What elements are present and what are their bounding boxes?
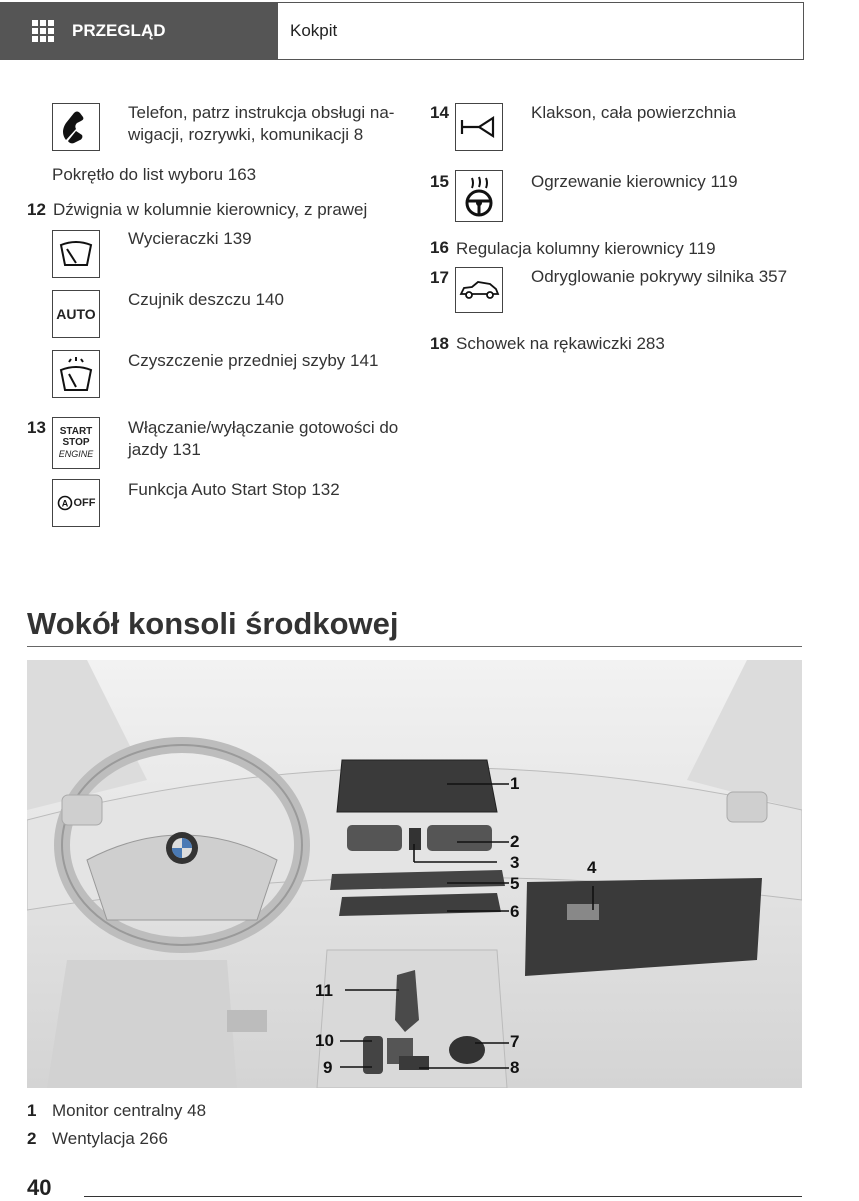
selector-text: Pokrętło do list wyboru 163 <box>52 165 257 184</box>
item-number-15: 15 <box>430 172 449 191</box>
auto-rain-icon <box>52 290 100 338</box>
steering-heat-icon <box>455 170 503 222</box>
center-console-illustration <box>27 660 802 1088</box>
horn-text: Klakson, cała powierzchnia <box>531 103 737 122</box>
lever-text: Dźwignia w kolumnie kierownicy, z prawej <box>53 200 368 219</box>
footer-divider <box>84 1196 802 1197</box>
hood-release-text: Odryglowanie pokrywy silnika 357 <box>531 267 788 286</box>
steering-heat-text: Ogrzewanie kierownicy 119 <box>531 172 738 191</box>
auto-start-stop-text: Funkcja Auto Start Stop 132 <box>128 480 340 499</box>
callout-11: 11 <box>315 981 333 1000</box>
callout-10: 10 <box>315 1031 334 1050</box>
item-number-12: 12 <box>27 200 46 219</box>
washer-icon <box>52 350 100 398</box>
phone-icon <box>52 103 100 151</box>
rain-sensor-text: Czujnik deszczu 140 <box>128 290 284 309</box>
auto-icon-label: AUTO <box>56 306 96 322</box>
section-label: PRZEGLĄD <box>72 21 166 40</box>
wiper-icon <box>52 230 100 278</box>
list-item-text: Wentylacja 266 <box>52 1129 168 1148</box>
column-adjust-text: Regulacja kolumny kierownicy 119 <box>456 239 716 258</box>
callout-8: 8 <box>510 1058 520 1077</box>
list-item-text: Monitor centralny 48 <box>52 1101 207 1120</box>
phone-text: Telefon, patrz instrukcja obsługi na- wigacji, rozrywki, komunikacji 8 <box>128 103 395 144</box>
section-tab[interactable] <box>0 2 277 60</box>
readiness-text: Włączanie/wyłączanie gotowości do jazdy 131 <box>128 418 399 459</box>
svg-text:A: A <box>61 498 68 509</box>
callout-9: 9 <box>323 1058 333 1077</box>
item-number-13: 13 <box>27 418 46 437</box>
page-title: Kokpit <box>290 21 338 40</box>
glovebox-text: Schowek na rękawiczki 283 <box>456 334 665 353</box>
callout-5: 5 <box>510 874 520 893</box>
callout-1: 1 <box>510 774 520 793</box>
item-number-14: 14 <box>430 103 449 122</box>
list-item-number: 1 <box>27 1101 37 1120</box>
callout-2: 2 <box>510 832 520 851</box>
start-stop-icon: START STOP ENGINE <box>52 417 100 469</box>
item-number-17: 17 <box>430 268 449 287</box>
callout-7: 7 <box>510 1032 520 1051</box>
page-title-box <box>277 2 804 60</box>
hood-release-icon <box>455 267 503 313</box>
list-item-number: 2 <box>27 1129 37 1148</box>
section-title: Wokół konsoli środkowej <box>27 606 399 641</box>
auto-start-stop-icon <box>52 479 100 527</box>
page-number: 40 <box>27 1175 52 1200</box>
section-divider <box>27 646 802 647</box>
item-number-18: 18 <box>430 334 449 353</box>
callout-6: 6 <box>510 902 520 921</box>
auto-ss-off-label: OFF <box>73 497 96 509</box>
callout-4: 4 <box>587 858 597 877</box>
grid-menu-icon <box>32 20 54 42</box>
windscreen-wash-text: Czyszczenie przedniej szyby 141 <box>128 351 379 370</box>
wipers-text: Wycieraczki 139 <box>128 229 252 248</box>
callout-3: 3 <box>510 853 520 872</box>
item-number-16: 16 <box>430 238 449 257</box>
horn-icon <box>455 103 503 151</box>
